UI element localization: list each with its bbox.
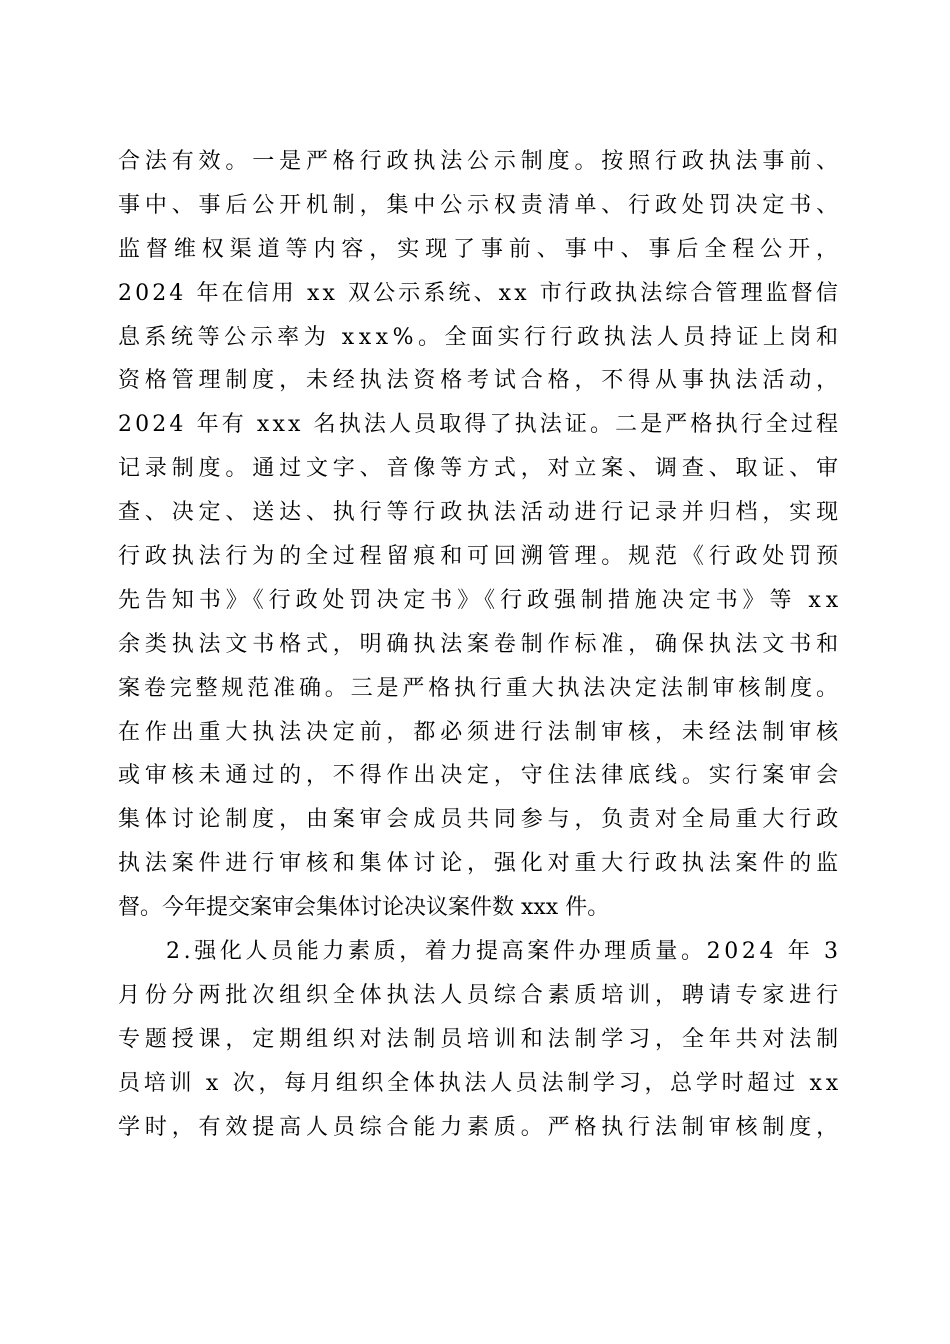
text-line: 先告知书》《行政处罚决定书》《行政强制措施决定书》等 xx	[118, 587, 844, 613]
paragraph-2-heading-line: 2.强化人员能力素质，着力提高案件办理质量。2024 年 3	[166, 939, 842, 965]
text-line: 2024 年在信用 xx 双公示系统、xx 市行政执法综合管理监督信	[118, 280, 841, 306]
text-line: 案卷完整规范准确。三是严格执行重大执法决定法制审核制度。	[118, 675, 842, 701]
text-line: 息系统等公示率为 xxx%。全面实行行政执法人员持证上岗和	[118, 324, 843, 350]
text-line: 或审核未通过的，不得作出决定，守住法律底线。实行案审会	[118, 763, 843, 789]
text-line: 专题授课，定期组织对法制员培训和法制学习，全年共对法制	[118, 1026, 843, 1052]
text-line: 事中、事后公开机制，集中公示权责清单、行政处罚决定书、	[118, 192, 843, 218]
text-line: 学时，有效提高人员综合能力素质。严格执行法制审核制度，	[118, 1114, 843, 1140]
text-line: 员培训 x 次，每月组织全体执法人员法制学习，总学时超过 xx	[118, 1070, 842, 1096]
text-line: 行政执法行为的全过程留痕和可回溯管理。规范《行政处罚预	[118, 544, 843, 570]
text-line: 2024 年有 xxx 名执法人员取得了执法证。二是严格执行全过程	[118, 412, 842, 438]
text-line: 记录制度。通过文字、音像等方式，对立案、调查、取证、审	[118, 456, 843, 482]
body-text	[118, 140, 844, 1149]
text-line: 集体讨论制度，由案审会成员共同参与，负责对全局重大行政	[118, 807, 843, 833]
text-line: 在作出重大执法决定前，都必须进行法制审核，未经法制审核	[118, 719, 843, 745]
text-line: 监督维权渠道等内容，实现了事前、事中、事后全程公开，	[118, 236, 844, 262]
text-line: 余类执法文书格式，明确执法案卷制作标准，确保执法文书和	[118, 631, 843, 657]
text-line: 执法案件进行审核和集体讨论，强化对重大行政执法案件的监	[118, 851, 843, 877]
text-line: 查、决定、送达、执行等行政执法活动进行记录并归档，实现	[118, 500, 843, 526]
text-line: 合法有效。一是严格行政执法公示制度。按照行政执法事前、	[118, 149, 843, 174]
text-line: 督。今年提交案审会集体讨论决议案件数 xxx 件。	[118, 895, 610, 921]
text-line: 月份分两批次组织全体执法人员综合素质培训，聘请专家进行	[118, 982, 843, 1008]
text-line: 资格管理制度，未经执法资格考试合格，不得从事执法活动，	[118, 368, 843, 394]
